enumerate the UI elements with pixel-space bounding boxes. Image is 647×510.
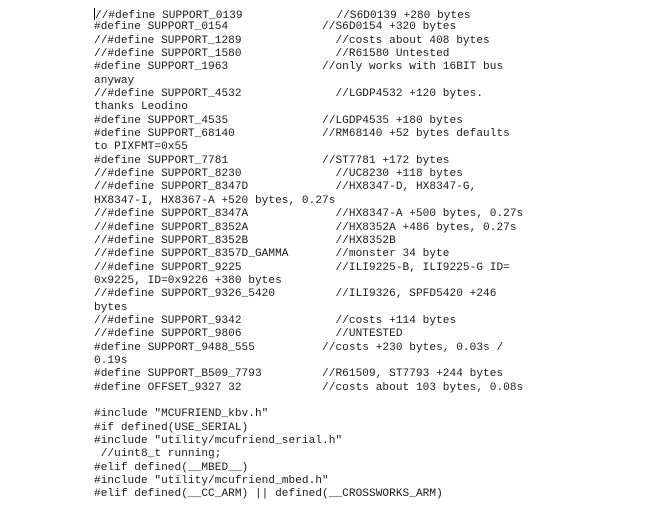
code-line: thanks Leodino [94,101,188,114]
code-line: //#define SUPPORT_9342 //costs +114 bytes [94,314,457,327]
code-line: //#define SUPPORT_8347D //HX8347-D, HX8347-G, [94,181,477,194]
code-line: #define SUPPORT_1963 //only works with 16BIT bus [94,61,504,74]
code-line: //#define SUPPORT_8230 //UC8230 +118 bytes [94,168,463,181]
code-line: //#define SUPPORT_9326_5420 //ILI9326, SPFD5420 +246 [94,288,497,301]
code-line: //#define SUPPORT_8352B //HX8352B [94,234,396,247]
code-line: #elif defined(__MBED__) [94,461,249,474]
code-line: anyway [94,74,135,87]
code-line: #include "utility/mcufriend_serial.h" [94,435,343,447]
code-line: //#define SUPPORT_1580 //R61580 Untested [94,48,450,61]
code-line: #define SUPPORT_9488_555 //costs +230 bytes, 0.03s / [94,341,504,354]
code-line: #define SUPPORT_68140 //RM68140 +52 bytes defaults [94,128,510,141]
code-editor[interactable] [94,8,639,502]
code-line: //#define SUPPORT_9806 //UNTESTED [94,328,403,341]
code-line: #define SUPPORT_B509_7793 //R61509, ST7793 +244 bytes [94,368,504,381]
code-line: //uint8_t running; [94,448,222,461]
code-line: //#define SUPPORT_1289 //costs about 408 bytes [94,34,490,47]
blank-line [94,395,639,408]
code-line: //#define SUPPORT_0139 //S6D0139 +280 bytes [95,10,471,22]
code-line: bytes [94,301,128,314]
code-line: #define OFFSET_9327 32 //costs about 103 bytes, 0.08s [94,381,524,394]
code-line: #if defined(USE_SERIAL) [94,421,249,434]
code-line: 0x9225, ID=0x9226 +380 bytes [94,274,282,287]
code-line: #define SUPPORT_0154 //S6D0154 +320 bytes [94,21,457,34]
code-line: //#define SUPPORT_4532 //LGDP4532 +120 bytes. [94,88,484,101]
code-line: to PIXFMT=0x55 [94,141,188,154]
code-line: #include "utility/mcufriend_mbed.h" [94,475,329,488]
code-line: #define SUPPORT_7781 //ST7781 +172 bytes [94,154,450,167]
code-line: //#define SUPPORT_8352A //HX8352A +486 bytes, 0.27s [94,221,517,234]
code-line: HX8347-I, HX8367-A +520 bytes, 0.27s [94,194,336,207]
code-line: //#define SUPPORT_8357D_GAMMA //monster 34 byte [94,248,450,261]
code-line: #define SUPPORT_4535 //LGDP4535 +180 bytes [94,114,463,127]
code-line: 0.19s [94,354,128,367]
code-line: #include "MCUFRIEND_kbv.h" [94,408,269,421]
code-line: //#define SUPPORT_8347A //HX8347-A +500 bytes, 0.27s [94,208,524,221]
code-line: #elif defined(__CC_ARM) || defined(__CROSSWORKS_ARM) [94,488,443,501]
code-line: //#define SUPPORT_9225 //ILI9225-B, ILI9225-G ID= [94,261,510,274]
